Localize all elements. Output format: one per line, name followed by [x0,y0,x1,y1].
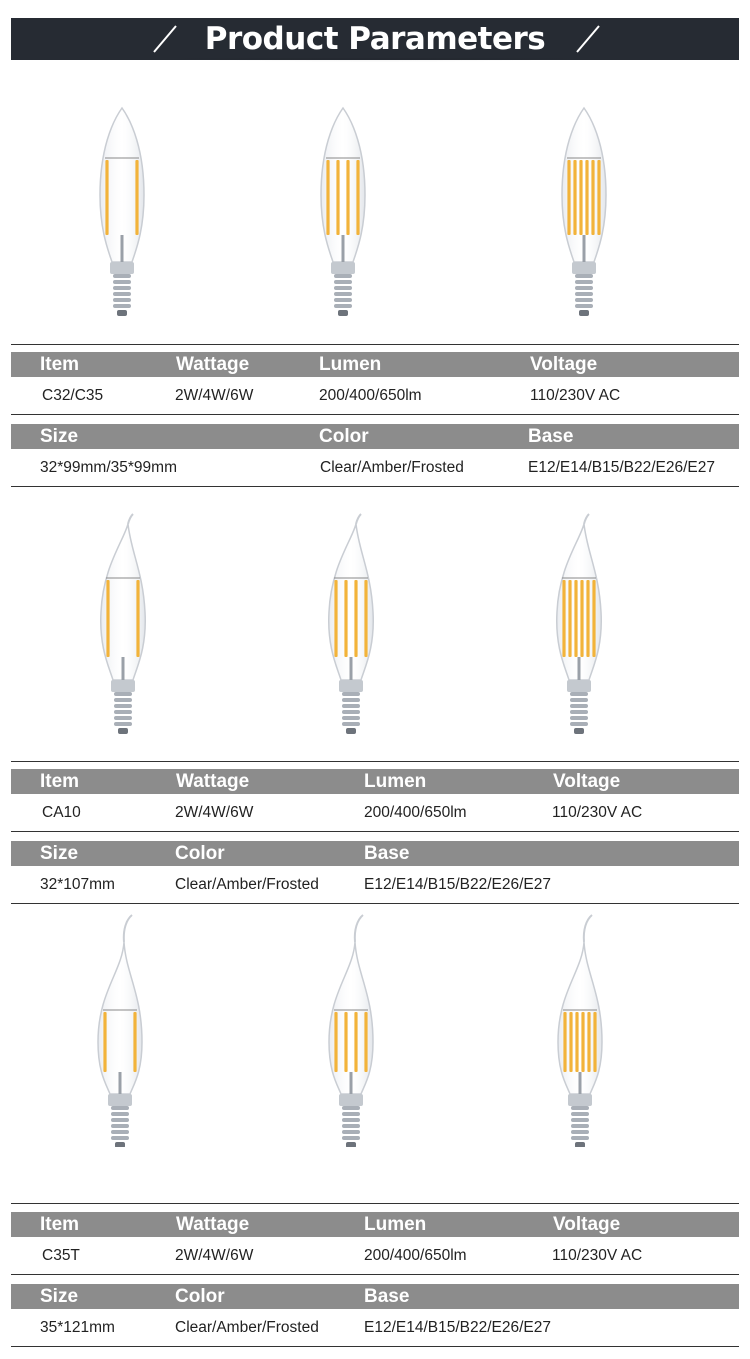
value-size: 32*99mm/35*99mm [40,459,177,476]
value-lumen: 200/400/650lm [364,1247,467,1264]
value-base: E12/E14/B15/B22/E26/E27 [364,876,552,893]
header-voltage: Voltage [553,1214,621,1235]
value-size: 35*121mm [40,1319,115,1336]
table-value-row [11,1313,739,1343]
value-size: 32*107mm [40,876,115,893]
bulb-image [70,912,170,1147]
value-item: C35T [42,1247,80,1264]
page-title: Product Parameters [204,21,546,57]
header-size: Size [40,843,79,864]
value-base: E12/E14/B15/B22/E26/E27 [364,1319,552,1336]
table-value-row [11,1241,739,1271]
table-header-row [11,1212,739,1237]
table-rule [11,903,739,904]
table-header-row [11,769,739,794]
header-voltage: Voltage [553,771,621,792]
header-color: Color [319,426,369,447]
header-voltage: Voltage [530,354,598,375]
table-value-row [11,453,739,483]
bulb-image [293,100,393,335]
value-color: Clear/Amber/Frosted [175,876,319,893]
header-lumen: Lumen [319,354,382,375]
bulb-row-3 [0,912,750,1147]
slash-decoration-right [571,22,605,56]
header-color: Color [175,843,225,864]
bulb-row-2 [0,512,750,747]
table-rule [11,1203,739,1204]
table-header-row [11,352,739,377]
header-item: Item [40,771,80,792]
bulb-image [301,512,401,747]
table-rule [11,761,739,762]
header-wattage: Wattage [176,771,250,792]
value-wattage: 2W/4W/6W [175,387,254,404]
bulb-image [301,912,401,1147]
bulb-image [529,512,629,747]
header-lumen: Lumen [364,1214,427,1235]
value-voltage: 110/230V AC [552,804,643,821]
header-wattage: Wattage [176,354,250,375]
header-base: Base [528,426,574,447]
value-wattage: 2W/4W/6W [175,804,254,821]
table-value-row [11,798,739,828]
header-size: Size [40,1286,79,1307]
table-value-row [11,381,739,411]
bulb-image [73,512,173,747]
value-wattage: 2W/4W/6W [175,1247,254,1264]
bulb-image [534,100,634,335]
table-value-row [11,870,739,900]
header-base: Base [364,1286,410,1307]
table-rule [11,1346,739,1347]
table-header-row [11,841,739,866]
header-item: Item [40,1214,80,1235]
value-voltage: 110/230V AC [552,1247,643,1264]
table-rule [11,486,739,487]
header-item: Item [40,354,80,375]
value-color: Clear/Amber/Frosted [320,459,464,476]
value-lumen: 200/400/650lm [364,804,467,821]
table-rule [11,344,739,345]
header-lumen: Lumen [364,771,427,792]
table-rule [11,1274,739,1275]
bulb-row-1 [0,100,750,335]
banner-shadow [30,58,720,80]
value-color: Clear/Amber/Frosted [175,1319,319,1336]
table-header-row [11,424,739,449]
value-base: E12/E14/B15/B22/E26/E27 [528,459,716,476]
header-color: Color [175,1286,225,1307]
value-item: CA10 [42,804,81,821]
value-lumen: 200/400/650lm [319,387,422,404]
bulb-image [72,100,172,335]
table-rule [11,831,739,832]
header-size: Size [40,426,79,447]
header-base: Base [364,843,410,864]
value-item: C32/C35 [42,387,104,404]
header-wattage: Wattage [176,1214,250,1235]
value-voltage: 110/230V AC [530,387,621,404]
table-header-row [11,1284,739,1309]
bulb-image [530,912,630,1147]
table-rule [11,414,739,415]
banner [11,18,739,60]
